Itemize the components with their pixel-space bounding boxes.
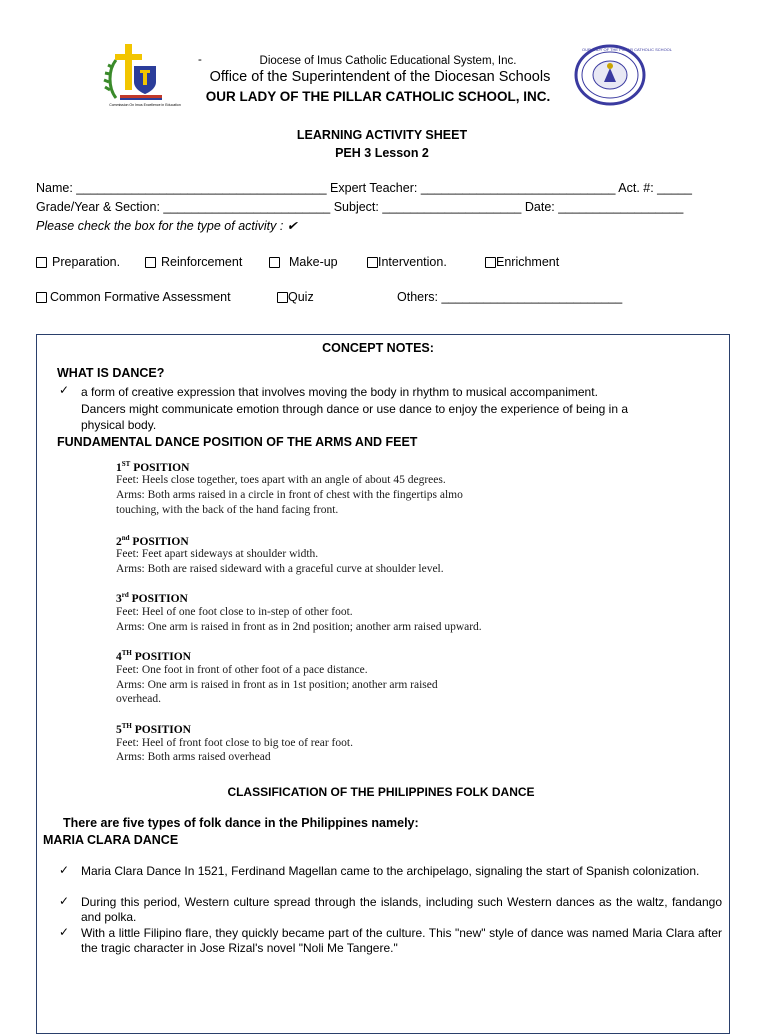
checkbox-label: Make-up	[289, 255, 338, 269]
position-1-arms: Arms: Both arms raised in a circle in front of chest with the fingertips almo	[116, 489, 463, 501]
concept-heading: CONCEPT NOTES:	[322, 341, 434, 355]
checkbox-box[interactable]	[367, 257, 378, 268]
check-icon: ✓	[59, 894, 70, 908]
checkbox-box[interactable]	[485, 257, 496, 268]
maria-clara-heading: MARIA CLARA DANCE	[43, 833, 179, 847]
check-icon: ✓	[59, 925, 70, 939]
checkbox-label: Preparation.	[52, 255, 121, 269]
checkbox-quiz[interactable]	[277, 290, 314, 304]
position-4-arms: Arms: One arm is raised in front as in 1st position; another arm raised	[116, 679, 438, 691]
position-5-feet: Feet: Heel of front foot close to big toe of rear foot.	[116, 737, 353, 749]
position-3-arms: Arms: One arm is raised in front as in 2nd position; another arm raised upward.	[116, 621, 482, 633]
position-5-title: 5TH POSITION	[116, 722, 191, 736]
position-4-title: 4TH POSITION	[116, 649, 191, 663]
position-3-feet: Feet: Heel of one foot close to in-step of other foot.	[116, 606, 353, 618]
position-5-arms: Arms: Both arms raised overhead	[116, 751, 271, 763]
maria-clara-bullet-1: Maria Clara Dance In 1521, Ferdinand Magellan came to the archipelago, signaling the start of Spanish colonization.	[81, 864, 700, 878]
position-1-feet: Feet: Heels close together, toes apart with an angle of about 45 degrees.	[116, 474, 446, 486]
others-field: Others: __________________________	[397, 290, 623, 304]
classification-heading: CLASSIFICATION OF THE PHILIPPINES FOLK DANCE	[227, 785, 535, 799]
maria-clara-bullet-3: With a little Filipino flare, they quickly became part of the culture. This "new" style of dance was named Maria Clara after the tragic character in Jose Rizal's novel "Noli Me Tangere."	[81, 926, 722, 955]
diocese-line: Diocese of Imus Catholic Educational System, Inc.	[259, 55, 517, 67]
checkbox-intervention[interactable]	[367, 255, 447, 269]
check-icon: ✓	[59, 863, 70, 877]
what-is-dance-heading: WHAT IS DANCE?	[57, 366, 165, 380]
position-4-feet: Feet: One foot in front of other foot of a pace distance.	[116, 664, 368, 676]
office-line: Office of the Superintendent of the Diocesan Schools	[209, 69, 551, 85]
checkbox-label: Reinforcement	[161, 255, 243, 269]
position-1-arms-cont: touching, with the back of the hand facing front.	[116, 504, 339, 516]
position-2-arms: Arms: Both are raised sideward with a graceful curve at shoulder level.	[116, 563, 444, 575]
checkbox-label: Common Formative Assessment	[50, 290, 231, 304]
logo-caption: Commission On Imus Excellence in Education	[109, 103, 181, 107]
checkbox-box[interactable]	[145, 257, 156, 268]
grade-subject-row: Grade/Year & Section: ________________________ Subject: ____________________ Date: __________________	[36, 200, 684, 214]
checkbox-box[interactable]	[36, 292, 47, 303]
position-3-title: 3rd POSITION	[116, 591, 188, 605]
checkbox-preparation[interactable]	[36, 255, 120, 269]
dance-definition	[81, 384, 628, 434]
school-name: OUR LADY OF THE PILLAR CATHOLIC SCHOOL, INC.	[205, 89, 551, 104]
instruction-text: Please check the box for the type of activity : ✔	[36, 219, 298, 233]
checkbox-box[interactable]	[269, 257, 280, 268]
name-teacher-row: Name: ____________________________________ Expert Teacher: ____________________________ Act. #: _____	[36, 181, 692, 195]
checkbox-enrichment[interactable]	[485, 255, 559, 269]
checkbox-box[interactable]	[36, 257, 47, 268]
checkbox-label: Quiz	[288, 290, 314, 304]
position-1-title: 1ST POSITION	[116, 460, 190, 474]
position-2-feet: Feet: Feet apart sideways at shoulder width.	[116, 548, 319, 560]
fundamental-heading: FUNDAMENTAL DANCE POSITION OF THE ARMS AND FEET	[57, 435, 418, 449]
definition-line: Dancers might communicate emotion through dance or use dance to enjoy the experience of being in a	[81, 401, 628, 416]
checkbox-makeup[interactable]	[269, 255, 338, 269]
check-icon: ✓	[59, 383, 70, 397]
checkbox-formative-assessment[interactable]	[36, 290, 231, 304]
header-dash: -	[198, 54, 202, 66]
position-4-arms-cont: overhead.	[116, 693, 162, 705]
lesson-title: PEH 3 Lesson 2	[335, 146, 429, 160]
position-2-title: 2nd POSITION	[116, 534, 189, 548]
definition-line: physical body.	[81, 418, 157, 432]
five-types-text: There are five types of folk dance in the Philippines namely:	[63, 816, 419, 830]
definition-line: a form of creative expression that involves moving the body in rhythm to musical accompaniment.	[81, 385, 598, 399]
checkbox-label: Enrichment	[496, 255, 560, 269]
checkbox-reinforcement[interactable]	[145, 255, 242, 269]
sheet-title: LEARNING ACTIVITY SHEET	[296, 128, 468, 142]
checkbox-label: Intervention.	[378, 255, 447, 269]
maria-clara-bullet-2: During this period, Western culture spread through the islands, including such Western dances as the waltz, fandango and polka.	[81, 895, 722, 924]
seal-text: OUR LADY OF THE PILLAR CATHOLIC SCHOOL	[582, 47, 673, 52]
checkbox-box[interactable]	[277, 292, 288, 303]
